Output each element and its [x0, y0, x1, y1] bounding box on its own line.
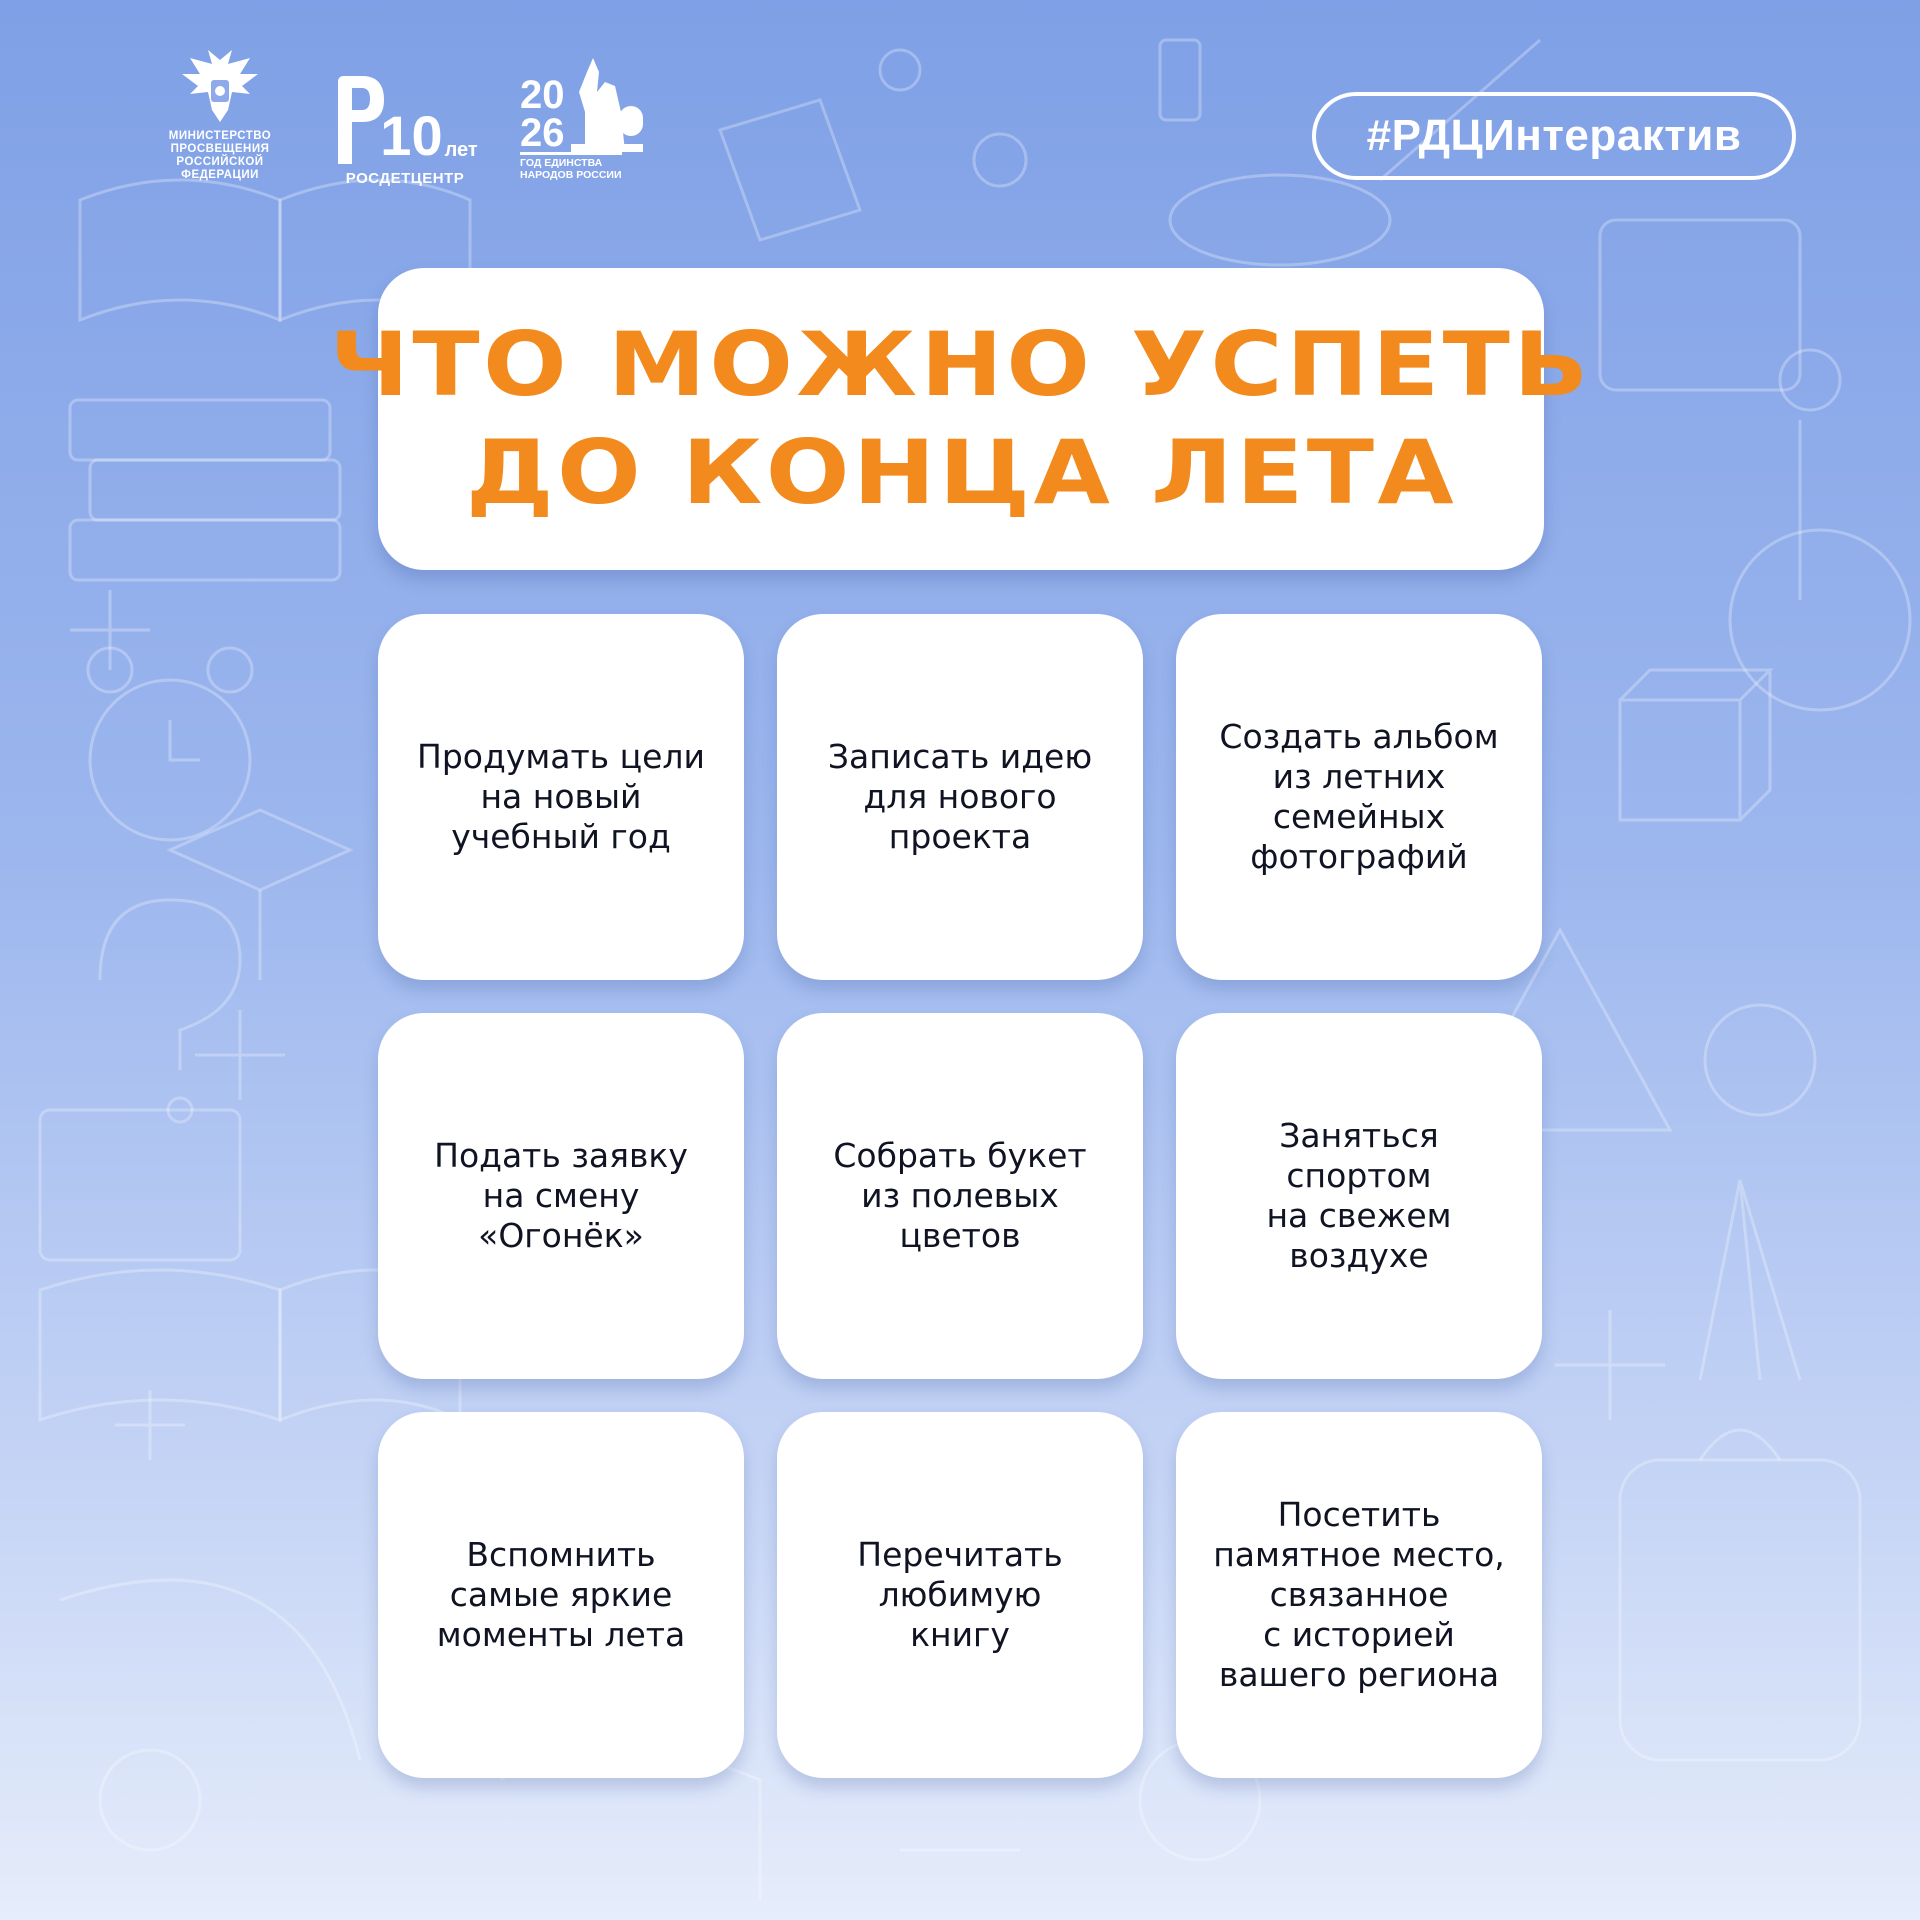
- idea-card-text: Создать альбом из летних семейных фотографий: [1219, 717, 1499, 876]
- idea-card: [777, 1013, 1143, 1379]
- idea-card: [1176, 1013, 1542, 1379]
- partner-logos: [150, 50, 660, 200]
- idea-card-text: Посетить памятное место, связанное с историей вашего региона: [1213, 1495, 1505, 1694]
- page-title-line-1: ЧТО МОЖНО УСПЕТЬ: [329, 313, 1593, 416]
- year-of-unity-logo: [520, 52, 660, 181]
- eagle-emblem-icon: [180, 50, 260, 124]
- idea-card-text: Подать заявку на смену «Огонёк»: [434, 1136, 688, 1255]
- idea-card: [378, 1412, 744, 1778]
- rdc-letter-icon: [332, 74, 386, 164]
- idea-card: [378, 1013, 744, 1379]
- idea-card-text: Перечитать любимую книгу: [857, 1535, 1063, 1654]
- idea-card-text: Заняться спортом на свежем воздухе: [1266, 1116, 1452, 1275]
- year-top: 20: [520, 73, 565, 117]
- ministry-caption: МИНИСТЕРСТВО ПРОСВЕЩЕНИЯ РОССИЙСКОЙ ФЕДЕРАЦИИ: [168, 130, 272, 181]
- year-bottom: 26: [520, 111, 565, 155]
- rosdetcenter-logo: [330, 72, 480, 187]
- rdc-caption: РОСДЕТЦЕНТР: [345, 170, 465, 187]
- idea-card: [777, 1412, 1143, 1778]
- title-card: [329, 268, 1593, 570]
- rdc-years-suffix: лет: [444, 139, 478, 161]
- page-title-line-2: ДО КОНЦА ЛЕТА: [465, 421, 1457, 524]
- rdc-years: 10: [380, 104, 443, 167]
- idea-card: [1176, 614, 1542, 980]
- idea-card-text: Вспомнить самые яркие моменты лета: [436, 1535, 686, 1654]
- hashtag-badge: #РДЦИнтерактив: [1312, 92, 1796, 180]
- ministry-logo: [150, 50, 290, 182]
- idea-card: [1176, 1412, 1542, 1778]
- idea-card-text: Продумать цели на новый учебный год: [417, 737, 705, 856]
- idea-card: [777, 614, 1143, 980]
- idea-card-text: Записать идею для нового проекта: [827, 737, 1093, 856]
- monument-icon: [565, 52, 645, 152]
- idea-card-text: Собрать букет из полевых цветов: [833, 1136, 1087, 1255]
- year-caption: ГОД ЕДИНСТВА НАРОДОВ РОССИИ: [520, 152, 622, 181]
- idea-card: [378, 614, 744, 980]
